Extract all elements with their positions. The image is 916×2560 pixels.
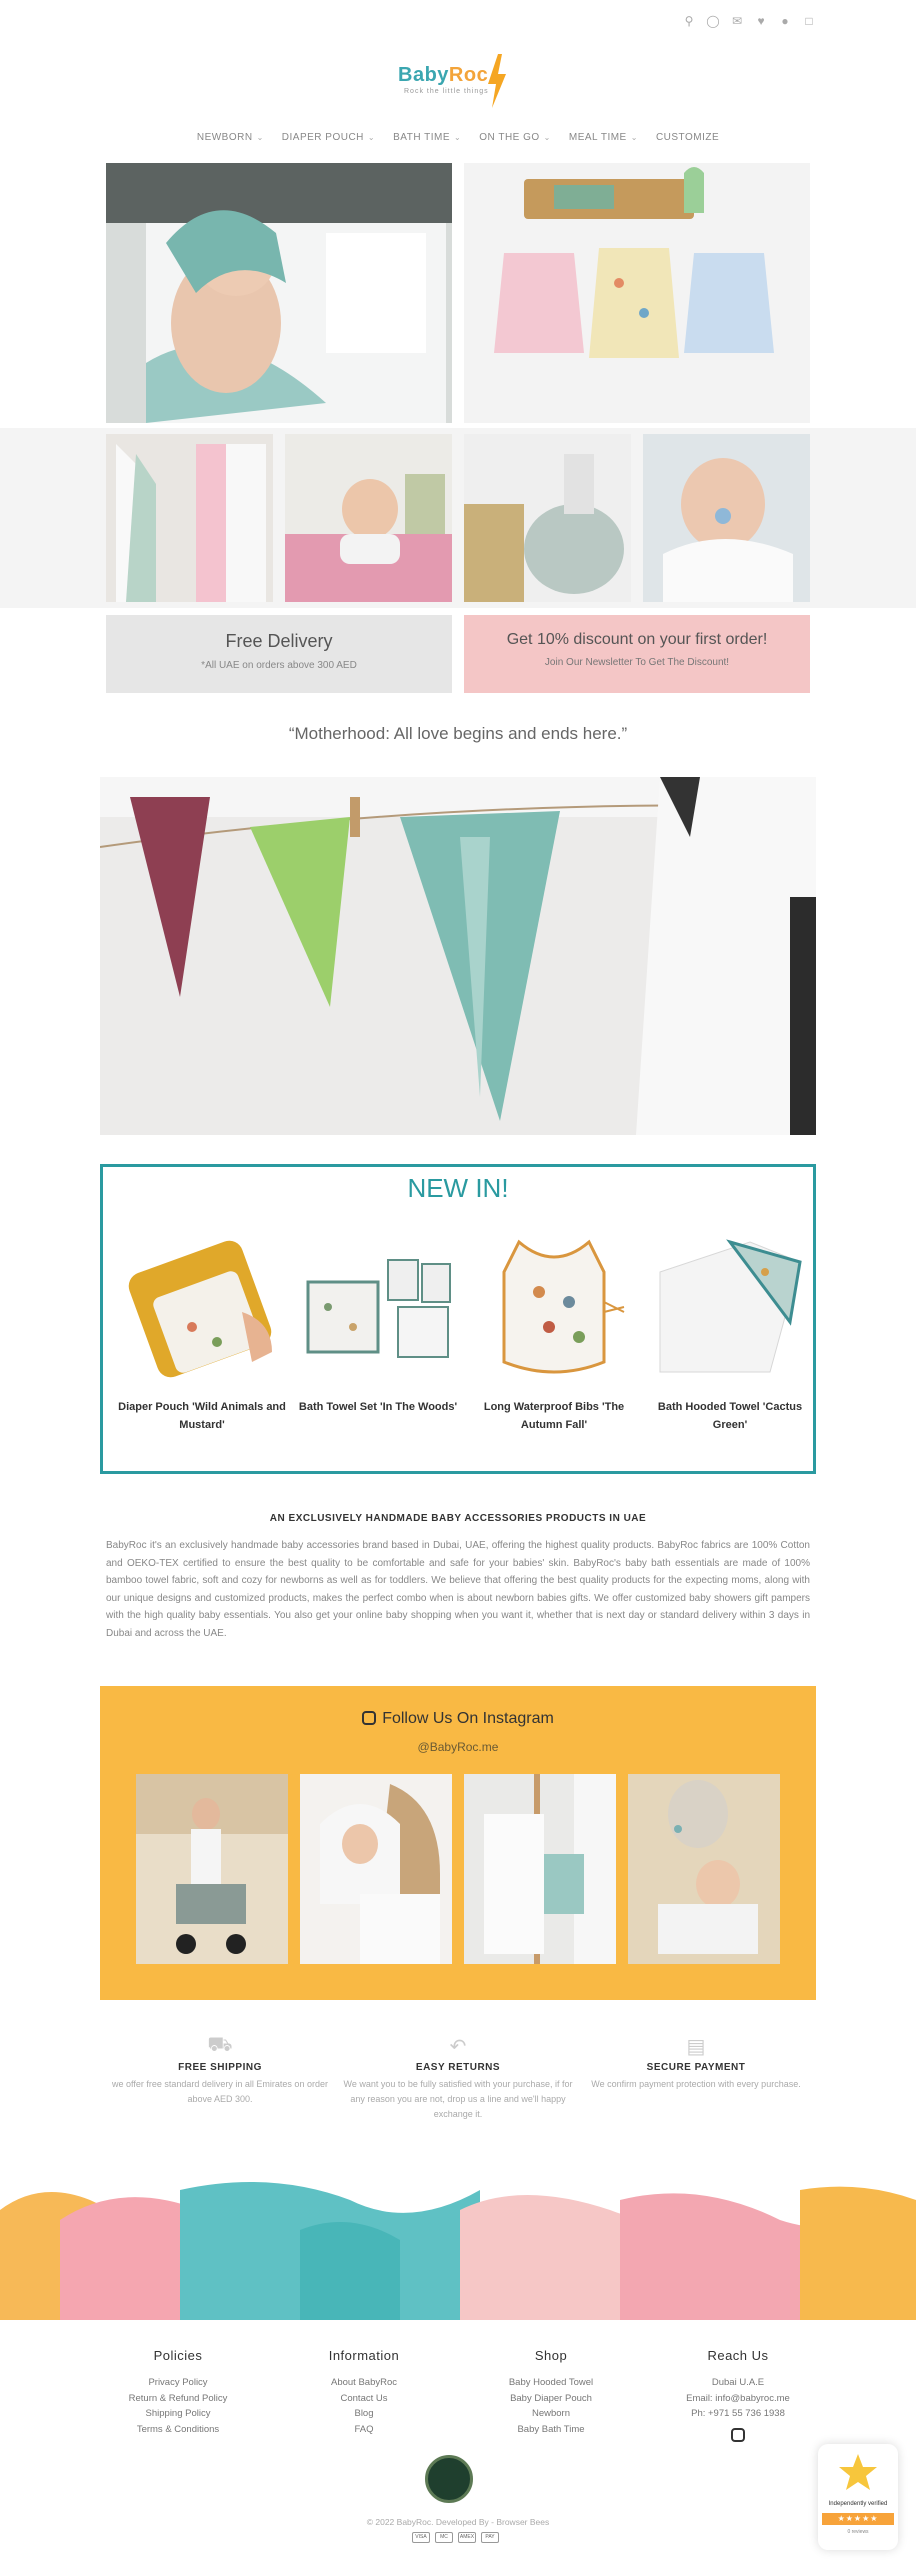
chevron-down-icon: ⌄ xyxy=(630,133,638,142)
instagram-title[interactable]: Follow Us On Instagram xyxy=(100,1710,816,1728)
nav-meal-time[interactable]: MEAL TIME ⌄ xyxy=(568,132,638,143)
search-icon[interactable]: ⚲ xyxy=(684,14,694,28)
free-delivery-banner[interactable] xyxy=(106,615,452,693)
mastercard-icon: MC xyxy=(435,2532,453,2543)
category-photo-bathrobe[interactable] xyxy=(643,434,810,602)
motherhood-quote: “Motherhood: All love begins and ends here.” xyxy=(288,724,628,743)
instagram-icon xyxy=(362,1711,376,1725)
hero-photo-bibs[interactable] xyxy=(464,163,810,423)
feature-free-shipping: ⛟ FREE SHIPPING we offer free standard delivery in all Emirates on order above AED 300. xyxy=(112,2034,328,2104)
instagram-icon[interactable] xyxy=(731,2428,745,2442)
return-icon: ↶ xyxy=(449,2036,467,2058)
product-name[interactable]: Long Waterproof Bibs 'The Autumn Fall' xyxy=(483,1401,625,1431)
new-in-section xyxy=(100,1164,816,1474)
product-image[interactable] xyxy=(298,1232,458,1382)
instagram-handle[interactable]: @BabyRoc.me xyxy=(417,1740,499,1754)
footer-link[interactable]: Blog xyxy=(354,2408,374,2419)
applepay-icon: PAY xyxy=(481,2532,499,2543)
about-title: AN EXCLUSIVELY HANDMADE BABY ACCESSORIES PRODUCTS IN UAE xyxy=(269,1513,647,1524)
amex-icon: AMEX xyxy=(458,2532,476,2543)
footer-information: Information About BabyRoc Contact Us Blog FAQ xyxy=(274,2348,454,2437)
footer-email[interactable]: Email: info@babyroc.me xyxy=(686,2392,790,2404)
footer-link[interactable]: Contact Us xyxy=(340,2392,388,2404)
truck-icon: ⛟ xyxy=(207,2034,233,2056)
hanging-towels-image xyxy=(106,434,273,602)
instagram-photo[interactable] xyxy=(136,1774,288,1964)
product-image[interactable] xyxy=(122,1232,282,1382)
logo[interactable] xyxy=(398,52,518,112)
free-delivery-title: Free Delivery xyxy=(225,631,333,651)
discount-subtitle: Join Our Newsletter To Get The Discount! xyxy=(544,657,730,668)
bath-towel-set-image xyxy=(298,1232,458,1382)
certification-badge xyxy=(425,2455,473,2503)
product-card-hooded-towel[interactable] xyxy=(645,1232,815,1434)
free-delivery-subtitle: *All UAE on orders above 300 AED xyxy=(201,660,357,671)
product-image[interactable] xyxy=(474,1232,634,1382)
baby-on-blanket-image xyxy=(628,1774,780,1964)
banner-photo-bandanas xyxy=(100,777,816,1135)
footer-shop: Shop Baby Hooded Towel Baby Diaper Pouch Newborn Baby Bath Time xyxy=(461,2348,641,2437)
footer-link[interactable]: FAQ xyxy=(354,2423,374,2435)
user-icon[interactable]: ● xyxy=(781,14,789,28)
diaper-pouch-image xyxy=(122,1232,282,1382)
nav-on-the-go[interactable]: ON THE GO ⌄ xyxy=(479,132,551,143)
chevron-down-icon: ⌄ xyxy=(256,133,264,142)
email-icon[interactable]: ✉ xyxy=(731,14,743,28)
footer-link[interactable]: Baby Hooded Towel xyxy=(508,2377,594,2388)
footer-policies: Policies Privacy Policy Return & Refund Policy Shipping Policy Terms & Conditions xyxy=(88,2348,268,2437)
instagram-photo[interactable] xyxy=(464,1774,616,1964)
copyright: © 2022 BabyRoc. Developed By - Browser Bees xyxy=(366,2517,550,2527)
footer-link[interactable]: Return & Refund Policy xyxy=(128,2392,228,2404)
footer-link[interactable]: About BabyRoc xyxy=(330,2377,397,2388)
product-name[interactable]: Bath Hooded Towel 'Cactus Green' xyxy=(657,1401,803,1431)
nav-diaper-pouch[interactable]: DIAPER POUCH ⌄ xyxy=(281,132,376,143)
discount-banner[interactable] xyxy=(464,615,810,693)
basket-pouch-image xyxy=(464,434,631,602)
footer-link[interactable]: Terms & Conditions xyxy=(136,2423,220,2435)
product-card-waterproof-bibs[interactable] xyxy=(469,1232,639,1434)
instagram-icon[interactable]: ◯ xyxy=(706,14,720,28)
chevron-down-icon: ⌄ xyxy=(454,133,462,142)
visa-icon: VISA xyxy=(412,2532,430,2543)
trust-badge-widget[interactable] xyxy=(818,2444,898,2550)
footer-reach-us: Reach Us Dubai U.A.E Email: info@babyroc.me Ph: +971 55 736 1938 xyxy=(648,2348,828,2447)
trust-count: 0 reviews xyxy=(847,2529,869,2535)
baby-on-mat-image xyxy=(285,434,452,602)
footer-link[interactable]: Newborn xyxy=(531,2408,571,2419)
chevron-down-icon: ⌄ xyxy=(543,133,551,142)
product-image[interactable] xyxy=(650,1232,810,1382)
category-photo-basket[interactable] xyxy=(464,434,631,602)
discount-title: Get 10% discount on your first order! xyxy=(506,631,768,648)
about-text: BabyRoc it's an exclusively handmade baby accessories brand based in Dubai, UAE, offering the highest quality products. BabyRoc fabrics are 100% Cotton and OEKO-TEX certified to ensure the best quality to be comfortable and safe for your babies' skin. BabyRoc's baby bath essentials are made of 100% bamboo towel fabric, soft and cozy for newborns as well as for toddlers. We believe that offering the best quality products for the expecting moms, along with our unique designs and customized products, makes the perfect combo when is about newborn babies gifts. We offer customized baby showers gift pampers with the high quality baby essentials. You also get your online baby shopping when you want it, whether that is next day or standard delivery within 3 days in Dubai and across the UAE. xyxy=(106,1540,810,1639)
card-icon: ▤ xyxy=(686,2036,706,2058)
trust-text: Independently verified xyxy=(828,2501,888,2507)
main-nav xyxy=(0,132,916,143)
nav-newborn[interactable]: NEWBORN ⌄ xyxy=(196,132,264,143)
instagram-photo[interactable] xyxy=(300,1774,452,1964)
trust-stars: ★★★★★ xyxy=(822,2513,894,2525)
product-name[interactable]: Diaper Pouch 'Wild Animals and Mustard' xyxy=(118,1401,286,1431)
footer-link[interactable]: Shipping Policy xyxy=(145,2408,211,2419)
hanging-bandanas-image xyxy=(100,777,816,1135)
product-name[interactable]: Bath Towel Set 'In The Woods' xyxy=(298,1401,458,1413)
hero-photo-baby-towel[interactable] xyxy=(106,163,452,423)
new-in-title: NEW IN! xyxy=(407,1173,509,1203)
product-card-diaper-pouch[interactable] xyxy=(117,1232,287,1434)
footer-address: Dubai U.A.E xyxy=(711,2377,765,2388)
lightning-bolt-icon xyxy=(486,54,508,108)
footer-phone[interactable]: Ph: +971 55 736 1938 xyxy=(691,2408,785,2419)
category-photo-baby-mat[interactable] xyxy=(285,434,452,602)
logo-text: BabyRoc xyxy=(398,64,489,86)
cart-icon[interactable]: □ xyxy=(805,14,813,28)
bibs-on-shelf-image xyxy=(464,163,810,423)
feature-easy-returns: ↶ EASY RETURNS We want you to be fully satisfied with your purchase, if for any reason you are not, drop us a line and we'll happy exchange it. xyxy=(343,2036,573,2119)
instagram-photo[interactable] xyxy=(628,1774,780,1964)
baby-hooded-towel-image xyxy=(106,163,452,423)
chevron-down-icon: ⌄ xyxy=(367,133,376,142)
header-icons xyxy=(682,14,816,28)
nav-customize[interactable]: CUSTOMIZE xyxy=(655,132,720,143)
footer-link[interactable]: Privacy Policy xyxy=(148,2377,208,2388)
waterproof-bib-image xyxy=(474,1232,634,1382)
feature-secure-payment: ▤ SECURE PAYMENT We confirm payment protection with every purchase. xyxy=(591,2036,801,2089)
logo-tagline: Rock the little things xyxy=(404,88,489,95)
mother-baby-towel-image xyxy=(300,1774,452,1964)
watercolor-divider xyxy=(0,2170,916,2320)
category-photo-towels[interactable] xyxy=(106,434,273,602)
nav-bath-time[interactable]: BATH TIME ⌄ xyxy=(393,132,462,143)
towel-rack-image xyxy=(464,1774,616,1964)
mother-stroller-image xyxy=(136,1774,288,1964)
footer-link[interactable]: Baby Diaper Pouch xyxy=(510,2392,592,2404)
hooded-towel-image xyxy=(650,1232,810,1382)
payment-methods xyxy=(412,2532,499,2543)
heart-icon[interactable]: ♥ xyxy=(757,14,765,28)
product-card-bath-towel-set[interactable] xyxy=(293,1232,463,1416)
star-badge-icon xyxy=(838,2452,878,2492)
footer-link[interactable]: Baby Bath Time xyxy=(517,2423,585,2435)
baby-bathrobe-image xyxy=(643,434,810,602)
instagram-section xyxy=(100,1686,816,2000)
